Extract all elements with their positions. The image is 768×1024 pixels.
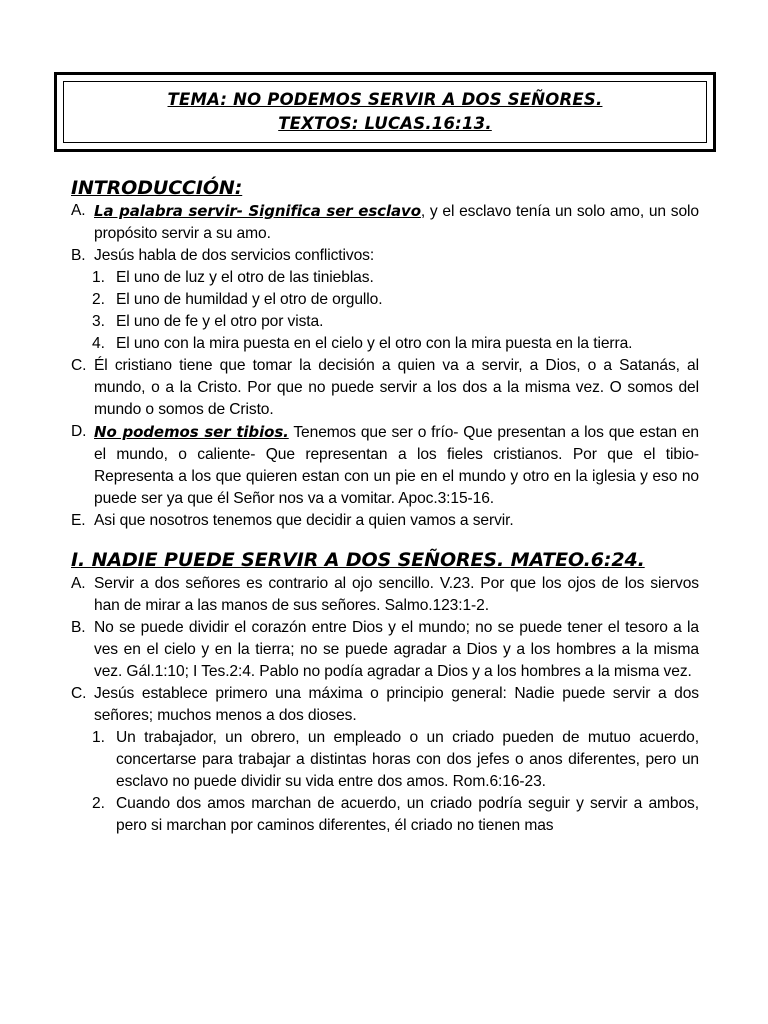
intro-item-e — [71, 510, 699, 532]
item-marker: C. — [71, 357, 87, 374]
item-text: , y el esclavo tenía un solo amo, un solo propósito servir a su amo. — [94, 203, 699, 242]
title-topic: TEMA: NO PODEMOS SERVIR A DOS SEÑORES. — [167, 90, 603, 109]
subitem-marker: 1. — [92, 729, 105, 746]
section1-item-b — [71, 617, 699, 683]
item-text: Él cristiano tiene que tomar la decisión a quien va a servir, a Dios, o a Satanás, al mundo, o a la Cristo. Por que no puede servir a los dos a la misma vez. O somos del mundo o somos de Cristo. — [94, 357, 699, 418]
subitem-marker: 3. — [92, 313, 105, 330]
emphasis-text: La palabra servir- Significa ser esclavo — [94, 202, 421, 220]
subitem-marker: 4. — [92, 335, 105, 352]
intro-item-b — [71, 245, 699, 267]
document-body — [71, 176, 699, 837]
subitem-text: Cuando dos amos marchan de acuerdo, un criado podría seguir y servir a ambos, pero si marchan por caminos diferentes, él criado no tienen mas — [116, 795, 699, 834]
item-text: No se puede dividir el corazón entre Dios y el mundo; no se puede tener el tesoro a la ves en el cielo y en la tierra; no se puede agradar a Dios y a los hombres a la misma vez. Gál.1:10; I Tes.2:4. Pablo no podía agradar a Dios y a los hombres a la misma vez. — [94, 619, 699, 680]
subitem-text: El uno con la mira puesta en el cielo y el otro con la mira puesta en la tierra. — [116, 335, 633, 352]
intro-subitem-1 — [71, 267, 699, 289]
section1-heading: I. NADIE PUEDE SERVIR A DOS SEÑORES. MATEO.6:24. — [71, 549, 645, 571]
section1-subitem-1 — [71, 727, 699, 793]
item-marker: B. — [71, 619, 86, 636]
item-marker: D. — [71, 423, 87, 440]
intro-subitem-3 — [71, 311, 699, 333]
subitem-marker: 2. — [92, 291, 105, 308]
subitem-text: Un trabajador, un obrero, un empleado o un criado pueden de mutuo acuerdo, concertarse para trabajar a distintas horas con dos jefes o anos diferentes, pero un esclavo no puede dividir su vida entre dos amos. Rom.6:16-23. — [116, 729, 699, 790]
item-marker: C. — [71, 685, 87, 702]
intro-item-c — [71, 355, 699, 421]
intro-subitem-2 — [71, 289, 699, 311]
title-texts: TEXTOS: LUCAS.16:13. — [278, 114, 492, 133]
section1-item-c — [71, 683, 699, 727]
subitem-text: El uno de luz y el otro de las tinieblas. — [116, 269, 374, 286]
item-text: Servir a dos señores es contrario al ojo sencillo. V.23. Por que los ojos de los siervos han de mirar a las manos de sus señores. Salmo.123:1-2. — [94, 575, 699, 614]
intro-item-a — [71, 200, 699, 245]
item-text: Asi que nosotros tenemos que decidir a quien vamos a servir. — [94, 512, 514, 529]
section1-subitem-2 — [71, 793, 699, 837]
item-marker: A. — [71, 575, 86, 592]
subitem-text: El uno de humildad y el otro de orgullo. — [116, 291, 383, 308]
intro-subitem-4 — [71, 333, 699, 355]
item-marker: A. — [71, 202, 86, 219]
item-text: Jesús habla de dos servicios conflictivos: — [94, 247, 375, 264]
title-box — [54, 72, 716, 152]
section1-item-a — [71, 573, 699, 617]
emphasis-text: No podemos ser tibios. — [94, 423, 289, 441]
intro-heading: INTRODUCCIÓN: — [71, 177, 243, 199]
item-marker: B. — [71, 247, 86, 264]
subitem-text: El uno de fe y el otro por vista. — [116, 313, 324, 330]
item-text: Tenemos que ser o frío- Que presentan a los que estan en el mundo, o caliente- Que representan a los fieles cristianos. Por que el tibio- Representa a los que quieren estan con un pie en el mundo y otro en la iglesia y eso no puede ser ya que él Señor nos va a vomitar. Apoc.3:15-16. — [94, 424, 699, 507]
title-box-inner — [63, 81, 707, 143]
intro-item-d — [71, 421, 699, 510]
item-text: Jesús establece primero una máxima o principio general: Nadie puede servir a dos señores; muchos menos a dos dioses. — [94, 685, 699, 724]
subitem-marker: 2. — [92, 795, 105, 812]
item-marker: E. — [71, 512, 86, 529]
subitem-marker: 1. — [92, 269, 105, 286]
